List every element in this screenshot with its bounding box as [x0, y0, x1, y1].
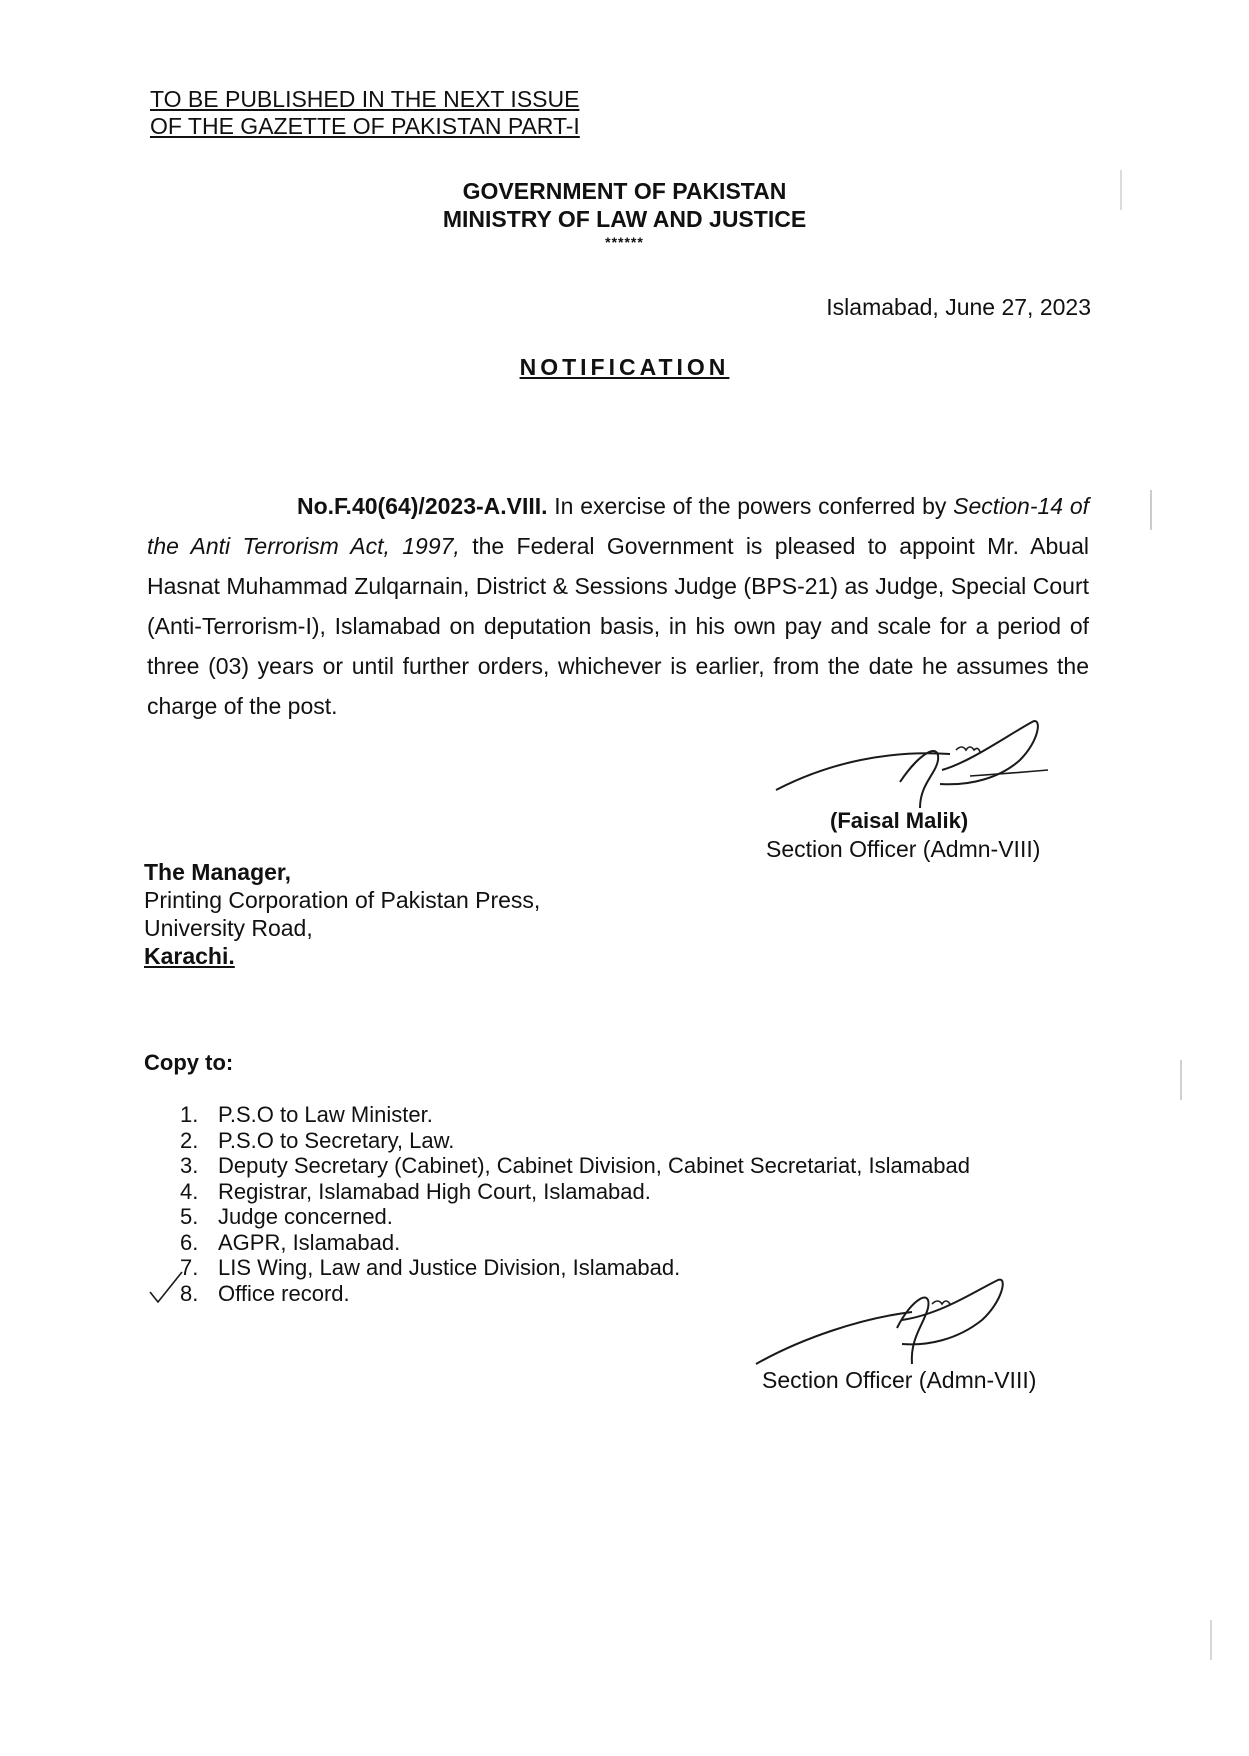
body-text-1: In exercise of the powers conferred by — [547, 493, 954, 519]
footer-signatory-title: Section Officer (Admn-VIII) — [762, 1367, 1037, 1393]
notification-body — [147, 486, 1089, 726]
gazette-notice — [150, 86, 580, 140]
addressee-line-3: University Road, — [144, 915, 313, 941]
document-date: Islamabad, June 27, 2023 — [826, 294, 1091, 320]
list-item: 1. P.S.O to Law Minister. — [180, 1102, 433, 1127]
addressee-block — [144, 858, 540, 970]
body-act-reference: Section-14 of the Anti Terrorism Act, 1997, — [147, 493, 1090, 559]
list-item: 8. Office record. — [180, 1280, 350, 1306]
heading-ministry: MINISTRY OF LAW AND JUSTICE — [442, 206, 807, 232]
reference-number: No.F.40(64)/2023-A.VIII. — [297, 493, 548, 519]
heading-government: GOVERNMENT OF PAKISTAN — [462, 178, 787, 204]
addressee-line-1: The Manager, — [144, 859, 291, 885]
list-item: 4. Registrar, Islamabad High Court, Islamabad. — [180, 1178, 651, 1204]
addressee-line-4: Karachi. — [144, 943, 235, 969]
list-item: 2. P.S.O to Secretary, Law. — [180, 1127, 455, 1153]
signature-1 — [770, 712, 1050, 822]
list-item: 7. LIS Wing, Law and Justice Division, Islamabad. — [180, 1255, 681, 1280]
scan-artifact — [1210, 1620, 1212, 1660]
scan-artifact — [1180, 1060, 1182, 1100]
heading-stars: ****** — [605, 234, 644, 250]
scan-artifact — [1150, 490, 1152, 530]
gazette-line-1: TO BE PUBLISHED IN THE NEXT ISSUE — [150, 86, 580, 112]
list-item: 6. AGPR, Islamabad. — [180, 1229, 401, 1255]
signatory-name: (Faisal Malik) — [830, 808, 969, 833]
addressee-line-2: Printing Corporation of Pakistan Press, — [144, 887, 541, 913]
list-item: 5. Judge concerned. — [180, 1204, 393, 1229]
body-text-2: the Federal Government is pleased to appoint Mr. Abual Hasnat Muhammad Zulqarnain, District & Sessions Judge (BPS-21) as Judge, Special Court (Anti-Terrorism-I), Islamabad on deputation basis, in his own pay and scale for a period of three (03) years or until further orders, whichever is earlier, from the date he assumes the charge of the post. — [147, 533, 1089, 719]
check-mark-icon — [148, 1270, 188, 1306]
notification-title: NOTIFICATION — [519, 354, 730, 380]
list-item: 3. Deputy Secretary (Cabinet), Cabinet Division, Cabinet Secretariat, Islamabad — [180, 1153, 971, 1178]
copy-to-heading: Copy to: — [144, 1050, 234, 1075]
gazette-line-2: OF THE GAZETTE OF PAKISTAN PART-I — [150, 113, 580, 139]
scan-artifact — [1120, 170, 1122, 210]
signatory-title: Section Officer (Admn-VIII) — [766, 836, 1041, 862]
